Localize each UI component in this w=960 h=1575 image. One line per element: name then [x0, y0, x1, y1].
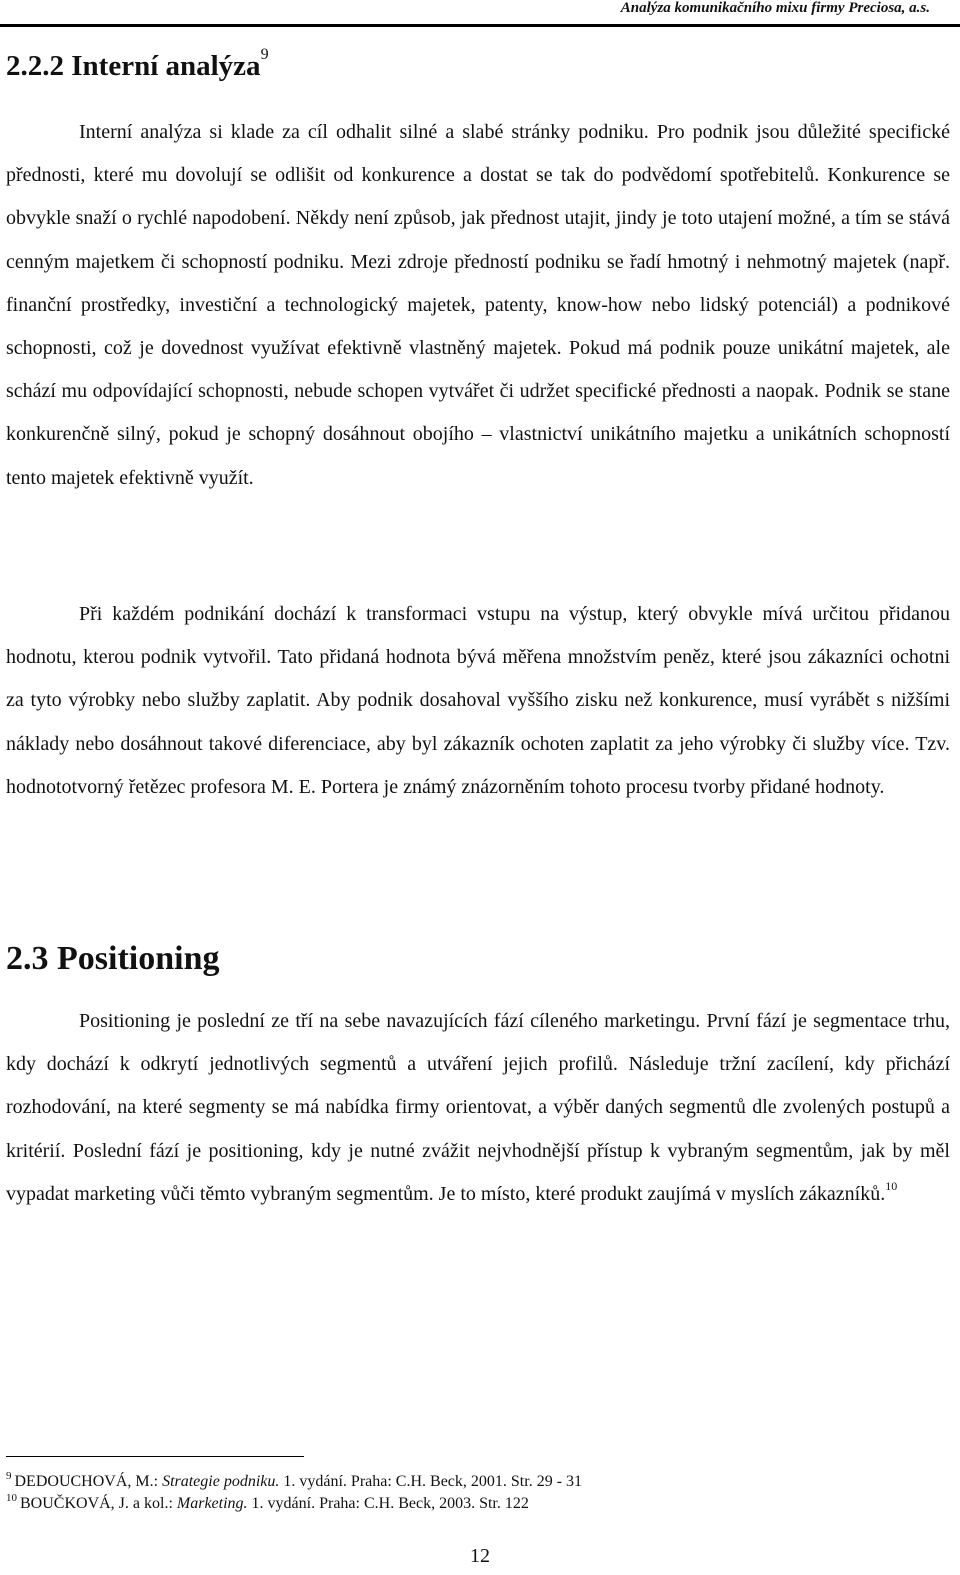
section-heading-internal-analysis [6, 46, 269, 83]
paragraph-positioning [6, 1000, 950, 1216]
section-heading-text: 2.2.2 Interní analýza [6, 50, 261, 82]
footnote-details: 1. vydání. Praha: C.H. Beck, 2003. Str. 122 [247, 1495, 529, 1512]
paragraph-internal-analysis-2 [6, 593, 950, 809]
footnote-number: 10 [6, 1492, 17, 1504]
footnote-ref-9: 9 [260, 46, 269, 63]
footnote-10 [6, 1492, 529, 1513]
page-number: 12 [470, 1545, 490, 1567]
paragraph-text: Positioning je poslední ze tří na sebe navazujících fází cíleného marketingu. První fází je segmentace trhu, kdy dochází k odkrytí jednotlivých segmentů a utváření jejich profilů. Následuje tržní zacílení, kdy přichází rozhodování, na které segmenty se má nabídka firmy orientovat, a výběr daných segmentů dle zvolených postupů a kritérií. Poslední fází je positioning, kdy je nutné zvážit nejvhodnější přístup k vybraným segmentům, jak by měl vypadat marketing vůči těmto vybraným segmentům. Je to místo, které produkt zaujímá v myslích zákazníků. [6, 1010, 950, 1205]
paragraph-internal-analysis-1 [6, 111, 950, 500]
paragraph-text: Interní analýza si klade za cíl odhalit silné a slabé stránky podniku. Pro podnik jsou důležité specifické přednosti, které mu dovolují se odlišit od konkurence a dostat se tak do podvědomí spotřebitelů. Konkurence se obvykle snaží o rychlé napodobení. Někdy není způsob, jak přednost utajit, jindy je toto utajení možné, a tím se stává cenným majetkem či schopností podniku. Mezi zdroje předností podniku se řadí hmotný i nehmotný majetek (např. finanční prostředky, investiční a technologický majetek, patenty, know-how nebo lidský potenciál) a podnikové schopnosti, což je dovednost využívat efektivně vlastněný majetek. Pokud má podnik pouze unikátní majetek, ale schází mu odpovídající schopnosti, nebude schopen vytvářet či udržet specifické přednosti a naopak. Podnik se stane konkurenčně silný, pokud je schopný dosáhnout obojího – vlastnictví unikátního majetku a unikátních schopností tento majetek efektivně využít. [6, 121, 950, 489]
running-header [0, 0, 960, 27]
footnote-number: 9 [6, 1470, 12, 1482]
footnote-separator [6, 1456, 304, 1457]
footnote-details: 1. vydání. Praha: C.H. Beck, 2001. Str. 29 - 31 [279, 1473, 583, 1490]
footnote-ref-10: 10 [885, 1178, 898, 1193]
footnote-author: BOUČKOVÁ, J. a kol.: [20, 1495, 177, 1512]
running-header-title: Analýza komunikačního mixu firmy Preciosa, a.s. [620, 0, 930, 16]
footnote-author: DEDOUCHOVÁ, M.: [14, 1473, 163, 1490]
footnote-title: Strategie podniku. [162, 1473, 280, 1490]
footnote-title: Marketing. [176, 1495, 248, 1512]
footnote-9 [6, 1470, 582, 1491]
paragraph-text: Při každém podnikání dochází k transformaci vstupu na výstup, který obvykle mívá určitou přidanou hodnotu, kterou podnik vytvořil. Tato přidaná hodnota bývá měřena množstvím peněz, které jsou zákazníci ochotni za tyto výrobky nebo služby zaplatit. Aby podnik dosahoval vyššího zisku než konkurence, musí vyrábět s nižšími náklady nebo dosáhnout takové diferenciace, aby byl zákazník ochoten zaplatit za jeho výrobky či služby více. Tzv. hodnototvorný řetězec profesora M. E. Portera je známý znázorněním tohoto procesu tvorby přidané hodnoty. [6, 603, 950, 798]
section-heading-positioning: 2.3 Positioning [6, 940, 220, 977]
